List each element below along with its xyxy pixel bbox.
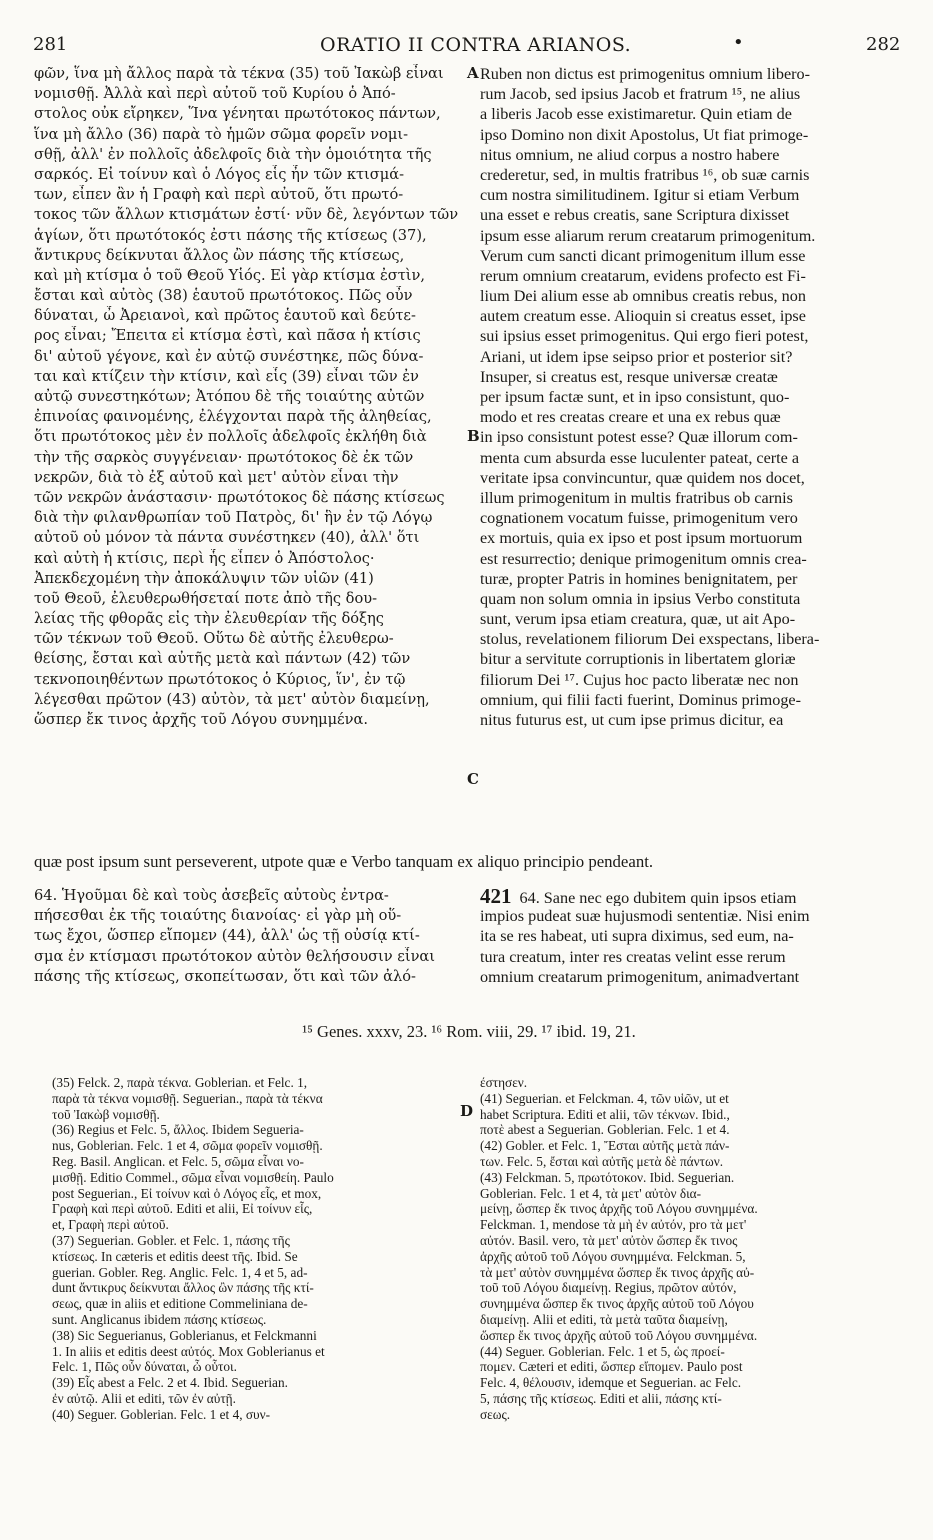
greek-line: φῶν, ἵνα μὴ ἄλλος παρὰ τὰ τέκνα (35) τοῦ Ἰακὼβ εἶναι [34,65,444,82]
footnote-line: 1. In aliis et editis deest αὐτός. Mox Goblerianus et [52,1343,325,1359]
greek-section-64 [34,886,466,987]
footnote-line: post Seguerian., Εἰ τοίνυν καὶ ὁ Λόγος εἷς, et mox, [52,1185,322,1201]
greek-line: διὰ τὴν φιλανθρωπίαν τοῦ Πατρὸς, δι' ἣν ἐν τῷ Λόγῳ [34,509,433,527]
latin-64-line: ita se res habeat, uti supra diximus, sed eum, na- [480,927,794,946]
latin-line: ipso Domino non dixit Apostolus, Ut fiat primoge- [480,125,809,144]
greek-line: καὶ αὐτὴ ἡ κτίσις, περὶ ἧς εἶπεν ὁ Ἀπόστολος· [34,549,375,567]
footnote-line: nus, Goblerian. Felc. 1 et 4, σῶμα φορεῖν νομισθῇ. [52,1138,323,1154]
latin-line: autem creatum esse. Alioquin si creatus esset, ipse [480,307,806,326]
footnote-line: διαμείνῃ. Alii et editi, τὰ μετὰ ταῦτα διαμείνῃ, [480,1311,728,1327]
latin-64-text: 64. Sane nec ego dubitem quin ipsos etiam [519,889,797,907]
footnote-line: dunt ἄντικρυς δείκνυται ἄλλος ὢν πάσης τῆς κτί- [52,1280,314,1296]
greek-line: τῶν τέκνων τοῦ Θεοῦ. Οὕτω δὲ αὐτῆς ἐλευθερω- [34,630,394,648]
greek-line: των, εἶπεν ἂν ἡ Γραφὴ καὶ περὶ αὐτοῦ, ὅτι πρωτό- [34,186,404,204]
greek-line: Ἀπεκδεχομένη τὴν ἀποκάλυψιν τῶν υἱῶν (41) [34,569,374,587]
footnote-line: Γραφὴ καὶ περὶ αὐτοῦ. Editi et alii, Εἰ τοίνυν εἷς, [52,1201,313,1217]
latin-spanning-line: quæ post ipsum sunt perseverent, utpote quæ e Verbo tanquam ex aliquo principio pendeant. [34,852,654,871]
greek-line: ὅτι πρωτότοκος μὲν ἐν πολλοῖς ἀδελφοῖς ἐκλήθη διὰ [34,428,427,446]
margin-letter-a: A [467,64,479,82]
footnote-line: κτίσεως. In cæteris et editis deest τῆς. Ibid. Se [52,1248,298,1264]
greek-line: ται καὶ κτίζειν τὴν κτίσιν, καὶ εἷς (39) εἶναι τῶν ἐν [34,367,419,385]
footnote-line: (38) Sic Seguerianus, Goblerianus, et Felckmanni [52,1327,317,1343]
footnote-line: Felc. 4, θέλουσιν, idemque et Seguerian. ac Felc. [480,1375,742,1391]
latin-line: Insuper, si creatus est, resque universæ creatæ [480,367,778,386]
footnote-line: συνημμένα ὥσπερ ἔκ τινος ἀρχῆς αὐτοῦ τοῦ Λόγου [480,1296,754,1312]
latin-line: nitus futurus est, ut cum ipse primus dicitur, ea [480,711,784,729]
greek-line: στολος οὐκ εἴρηκεν, Ἵνα γένηται πρωτότοκος πάντων, [34,105,441,123]
latin-line: rum Jacob, sed ipsius Jacob et fratrum ¹⁵, ne alius [480,85,801,104]
latin-section-64 [480,886,898,987]
latin-64-line: impios pudeat suæ hujusmodi sententiæ. Nisi enim [480,907,810,926]
footnote-line: σεως, quæ in aliis et editione Commeliniana de- [52,1296,308,1312]
greek-line: καὶ μὴ κτίσμα ὁ τοῦ Θεοῦ Υἱός. Εἰ γὰρ κτίσμα ἐστὶν, [34,266,426,284]
footnote-line: των. Felc. 5, ἔσται καὶ αὐτῆς μετὰ δὲ πάντων. [480,1153,724,1169]
latin-line: lium Dei alium esse ab omnibus creatis rebus, non [480,287,806,306]
footnote-line: Felckman. 1, mendose τὰ μὴ ἐν αὐτόν, pro τὰ μετ' [480,1217,747,1233]
running-title: ORATIO II CONTRA ARIANOS. [320,34,632,56]
greek-line: δύναται, ὦ Ἀρειανοὶ, καὶ πρῶτος ἑαυτοῦ καὶ δεύτε- [34,307,416,325]
latin-line: menta cum absurda esse luculenter pateat, certe a [480,448,800,467]
latin-line: stolus, revelationem filiorum Dei exspectans, libera- [480,630,820,649]
latin-line: modo et res creatas creare et una ex rebus quæ [480,408,781,427]
greek-64-line: τως ἔχοι, ὥσπερ εἴπομεν (44), ἀλλ' ὡς τῇ οὐσίᾳ κτί- [34,927,420,945]
greek-64-line: σμα ἐν κτίσμασι πρωτότοκον αὐτὸν θελήσουσιν εἶναι [34,947,436,965]
footnotes-right [480,1075,900,1423]
footnote-line: et, Γραφὴ περὶ αὐτοῦ. [52,1217,169,1233]
greek-line: σθῇ, ἀλλ' ἐν πολλοῖς ἀδελφοῖς διὰ τὴν ὁμοιότητα τῆς [34,145,432,163]
latin-line: rerum omnium creatarum, evidens profecto est Fi- [480,266,806,285]
latin-line: cum nostra similitudinem. Igitur si etiam Verbum [480,186,800,205]
footnote-line: παρὰ τὰ τέκνα νομισθῇ. Seguerian., παρὰ τὰ τέκνα [52,1090,323,1106]
latin-line: ex mortuis, quia ex ipso et post ipsum mortuorum [480,529,803,548]
footnote-line: τοῦ τοῦ Λόγου διαμείνῃ. Regius, πρῶτον αὐτόν, [480,1280,737,1296]
footnote-line: sunt. Anglicanus ibidem πάσης κτίσεως. [52,1311,267,1327]
footnote-line: (39) Εἷς abest a Felc. 2 et 4. Ibid. Seguerian. [52,1375,288,1391]
margin-letter-d: D [460,1102,474,1120]
latin-line: in ipso consistunt potest esse? Quæ illorum com- [480,428,798,447]
greek-line: ρος εἶναι; Ἔπειτα εἰ κτίσμα ἐστὶ, καὶ πᾶσα ἡ κτίσις [34,327,421,345]
footnote-line: (35) Felck. 2, παρὰ τέκνα. Goblerian. et Felc. 1, [52,1075,308,1090]
footnote-line: ἀρχῆς αὐτοῦ τοῦ Λόγου συνημμένα. Felckman. 5, [480,1248,746,1264]
greek-64-line: πάσης τῆς κτίσεως, σκοπείτωσαν, ὅτι καὶ τῶν ἀλό- [34,967,416,985]
footnote-line: ἐν αὐτῷ. Alii et editi, τῶν ἐν αὐτῇ. [52,1390,236,1406]
footnote-line: (41) Seguerian. et Felckman. 4, τῶν υἱῶν, ut et [480,1090,729,1106]
footnote-line: (44) Seguer. Goblerian. Felc. 1 et 5, ὡς προεί- [480,1343,725,1359]
greek-line: ἵνα μὴ ἄλλο (36) παρὰ τὸ ἡμῶν σῶμα φορεῖν νομι- [34,125,409,143]
latin-line: Ariani, ut idem ipse seipso prior et posterior sit? [480,347,793,366]
footnote-line: (42) Gobler. et Felc. 1, Ἔσται αὐτῆς μετὰ πάν- [480,1138,730,1154]
greek-line: θείσης, ἔσται καὶ αὐτῆς μετὰ καὶ πάντων (42) τῶν [34,650,411,668]
footnote-line: ποτὲ abest a Seguerian. Goblerian. Felc. 1 et 4. [480,1122,730,1138]
greek-line: τεκνοποιηθέντων πρωτότοκος ὁ Κύριος, ἵν', ἐν τῷ [34,670,406,688]
header-dot: • [733,32,744,53]
greek-64-line: 64. Ἡγοῦμαι δὲ καὶ τοὺς ἀσεβεῖς αὐτοὺς ἐντρα- [34,887,389,904]
latin-line: veritate ipsa convincuntur, quæ quidem nos docet, [480,468,805,487]
greek-line: τῶν νεκρῶν ἀνάστασιν· πρωτότοκος δὲ πάσης κτίσεως [34,488,445,506]
footnote-line: σεως. [480,1406,511,1422]
latin-line: est resurrectio; denique primogenitum omnis crea- [480,549,807,568]
greek-line: ἔσται καὶ αὐτὸς (38) ἑαυτοῦ πρωτότοκος. Πῶς οὖν [34,287,413,305]
greek-line: ἄντικρυς δείκνυται ἄλλος ὢν πάσης τῆς κτίσεως, [34,246,405,264]
margin-letter-c: C [467,770,479,788]
greek-line: ἁγίων, ὅτι πρωτότοκός ἐστι πάσης τῆς κτίσεως (37), [34,226,427,244]
latin-line: a liberis Jacob esse existimaretur. Quin etiam de [480,105,792,124]
greek-line: τοῦ Θεοῦ, ἐλευθερωθήσεταί ποτε ἀπὸ τῆς δου- [34,589,378,607]
footnote-line: 5, πάσης τῆς κτίσεως. Editi et alii, πάσης κτί- [480,1390,722,1406]
latin-line: filiorum Dei ¹⁷. Cujus hoc pacto liberatæ nec non [480,670,799,689]
page-number-right: 282 [866,34,901,55]
footnote-line: αὐτόν. Basil. vero, τὰ μετ' αὐτὸν ὥσπερ ἔκ τινος [480,1232,738,1248]
greek-line: ἐπινοίας φαινομένης, ἐλέγχονται παρὰ τῆς ἀληθείας, [34,408,432,426]
greek-line: τὴν τῆς σαρκὸς συγγένειαν· πρωτότοκος δὲ ἐκ τῶν [34,448,414,466]
footnote-line: τὰ μετ' αὐτὸν συνημμένα ὥσπερ ἔκ τινος ἀρχῆς αὐ- [480,1264,755,1280]
footnote-line: (43) Felckman. 5, πρωτότοκον. Ibid. Seguerian. [480,1169,735,1185]
greek-line: ὥσπερ ἔκ τινος ἀρχῆς τοῦ Λόγου συνημμένα. [34,711,368,728]
margin-letter-b: B [467,427,480,445]
footnote-line: guerian. Gobler. Reg. Anglic. Felc. 1, 4 et 5, ad- [52,1264,308,1280]
footnote-line: τοῦ Ἰακὼβ νομισθῇ. [52,1106,160,1122]
greek-line: νομισθῇ. Ἀλλὰ καὶ περὶ αὐτοῦ τοῦ Κυρίου ὁ Ἀπό- [34,85,396,103]
footnote-line: (40) Seguer. Goblerian. Felc. 1 et 4, συν- [52,1406,271,1422]
footnote-line: ὥσπερ ἔκ τινος ἀρχῆς αὐτοῦ τοῦ Λόγου συνημμένα. [480,1327,758,1343]
latin-line: omnium, qui filii facti fuerint, Dominus primoge- [480,690,801,709]
footnote-line: έστησεν. [480,1075,528,1090]
latin-line: crederetur, sed, in multis fratribus ¹⁶, ob suæ carnis [480,165,810,184]
latin-line: illum primogenitum in multis fratribus ob carnis [480,488,793,507]
greek-line: τοκος τῶν ἄλλων κτισμάτων ἐστί· νῦν δὲ, λεγόντων τῶν [34,206,459,224]
footnote-line: μισθῇ. Editio Commel., σῶμα εἶναι νομισθείη. Paulo [52,1169,334,1185]
footnote-line: (37) Seguerian. Gobler. et Felc. 1, πάσης τῆς [52,1232,290,1248]
page-header [0,28,933,56]
footnote-line: Felc. 1, Πῶς οὖν δύναται, ὦ οὗτοι. [52,1359,237,1375]
greek-line: αὐτῷ συνεστηκότων; Ἀτόπου δὲ τῆς τοιαύτης αὐτῶν [34,388,425,405]
latin-64-line: omnium creatarum primogenitum, animadvertant [480,967,800,986]
greek-line: σαρκός. Εἰ τοίνυν καὶ ὁ Λόγος εἷς ἦν τῶν κτισμά- [34,165,404,183]
latin-line: quam non solum omnia in ipsius Verbo constituta [480,589,801,608]
greek-64-line: πήσεσθαι ἐκ τῆς τοιαύτης διανοίας· εἰ γὰρ μὴ οὕ- [34,907,402,925]
latin-line: bitur a servitute corruptionis in libertatem gloriæ [480,650,796,669]
footnote-line: Reg. Basil. Anglican. et Felc. 5, σῶμα εἶναι νο- [52,1153,304,1169]
greek-line: νεκρῶν, διὰ τὸ ἐξ αὐτοῦ καὶ μετ' αὐτὸν εἶναι τὴν [34,468,399,486]
latin-line: Ruben non dictus est primogenitus omnium libero- [480,65,811,83]
footnote-line: μείνῃ, ὥσπερ ἔκ τινος ἀρχῆς τοῦ Λόγου συνημμένα. [480,1201,758,1217]
latin-64-line: tura creatum, inter res creatas velint esse rerum [480,947,786,966]
latin-line: per ipsum factæ sunt, et in ipso consistunt, quo- [480,388,790,406]
greek-line: δι' αὐτοῦ γέγονε, καὶ ἐν αὐτῷ συνέστηκε, πῶς δύνα- [34,347,424,365]
footnote-line: Goblerian. Felc. 1 et 4, τὰ μετ' αὐτὸν δια- [480,1185,702,1201]
latin-line: ipsum esse aliarum rerum creatarum primogenitum. [480,226,816,245]
greek-column [34,64,466,730]
latin-line: Verum cum sancti dicant primogenitum illum esse [480,246,806,265]
latin-line: turæ, propter Patris in homines benignitatem, per [480,569,798,588]
footnote-line: (36) Regius et Felc. 5, ἄλλος. Ibidem Segueria- [52,1122,304,1138]
footnote-line: πομεν. Cæteri et editi, ὥσπερ εἴπομεν. Paulo post [480,1359,743,1375]
scripture-references: ¹⁵ Genes. xxxv, 23. ¹⁶ Rom. viii, 29. ¹⁷ ibid. 19, 21. [302,1022,636,1041]
latin-line: cognationem vocatum fuisse, primogenitum vero [480,509,798,528]
latin-64-line [480,886,898,906]
footnote-line: habet Scriptura. Editi et alii, τῶν τέκνων. Ibid., [480,1106,730,1122]
greek-line: αὐτοῦ οὐ μόνον τὰ πάντα συνέστηκεν (40), ἀλλ' ὅτι [34,529,420,547]
latin-line: sui ipsius esset primogenitus. Qui ergo fieri potest, [480,327,809,346]
latin-line: sunt, verum ipsa etiam creatura, quæ, ut ait Apo- [480,610,796,629]
column-number: 421 [480,886,512,907]
latin-line: nitus omnium, ne aliud corpus a nostro habere [480,145,780,164]
greek-line: λέγεσθαι πρῶτον (43) αὐτὸν, τὰ μετ' αὐτὸν διαμείνῃ, [34,690,430,708]
greek-line: λείας τῆς φθορᾶς εἰς τὴν ἐλευθερίαν τῆς δόξης [34,610,384,628]
footnotes-left [52,1075,467,1423]
latin-column [480,64,898,730]
latin-line: una esset e rebus creatis, sane Scriptura dixisset [480,206,790,225]
page-number-left: 281 [33,34,68,55]
